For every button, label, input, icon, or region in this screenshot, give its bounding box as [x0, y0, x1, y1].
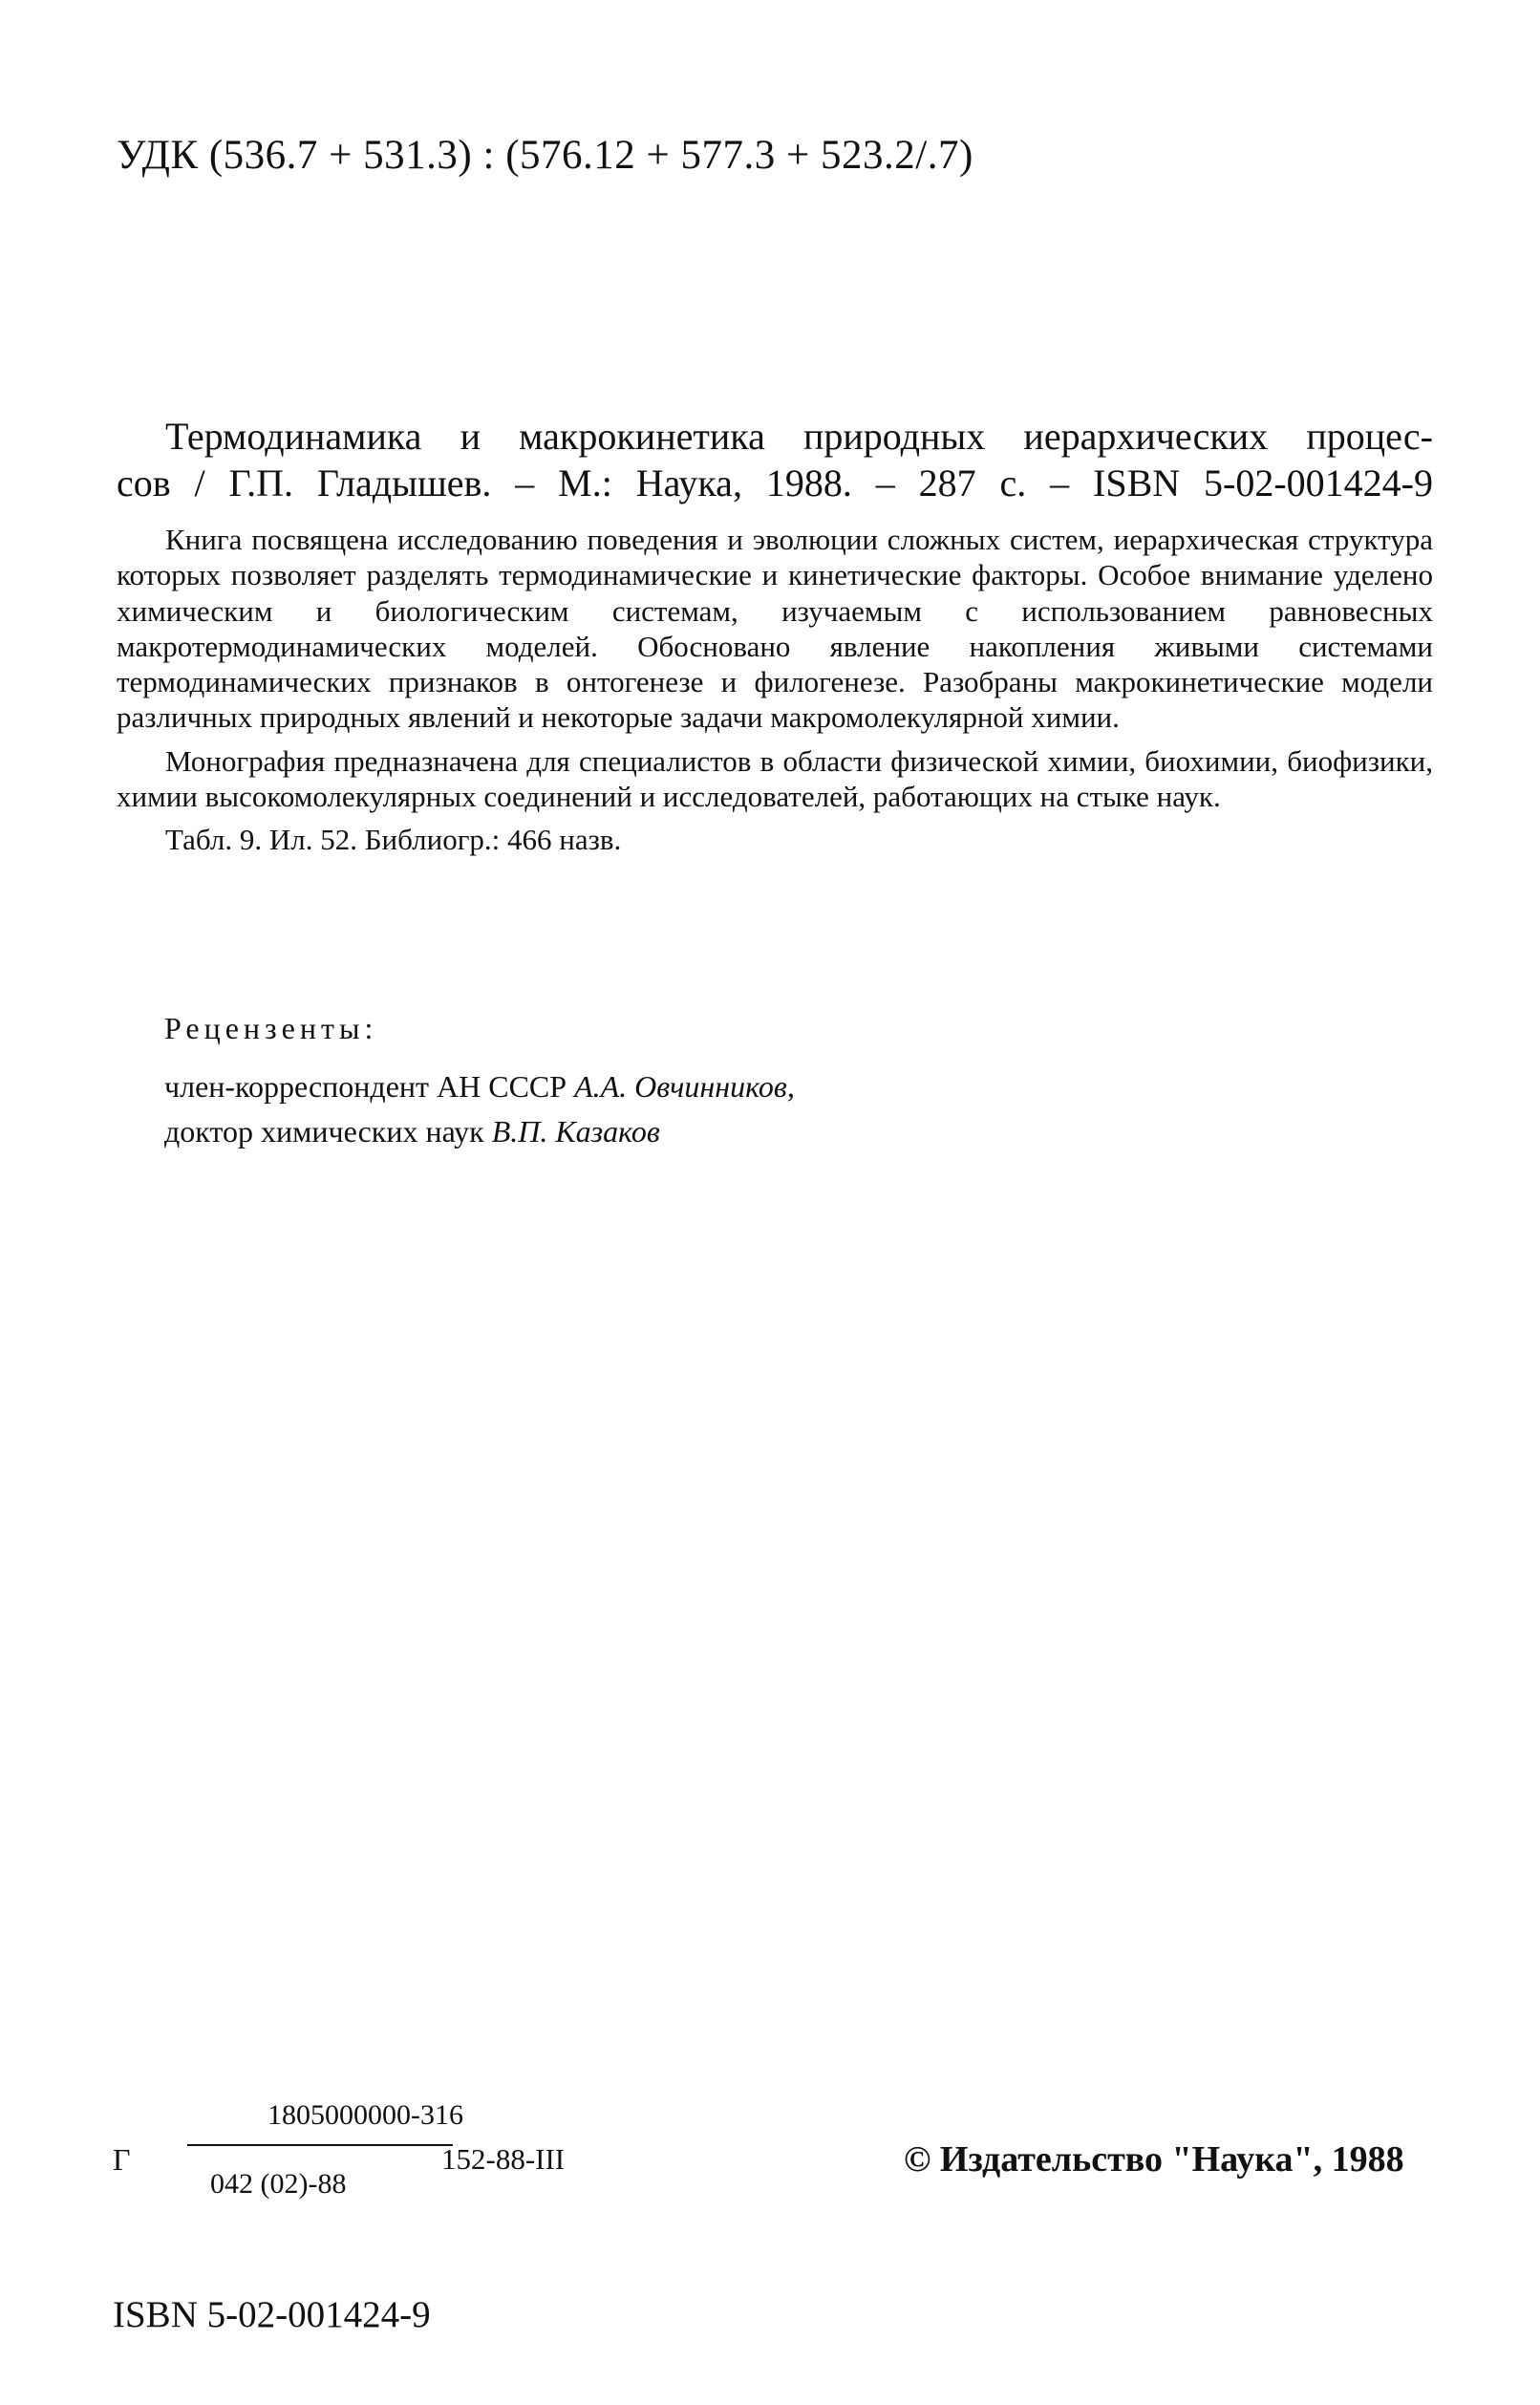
publication-code-denominator: 042 (02)-88	[210, 2168, 347, 2200]
abstract-paragraph: Книга посвящена исследованию поведения и эволюции сложных систем, иерархическая структура которых позволяет разделять термодинамические и кинетические факторы. Особое внимание уделено химическим и биологическим системам, изучаемым с использованием равновесных макротермодинамических моделей. Обосновано явление накопления живыми системами термодинамических признаков в онтогенезе и филогенезе. Разобраны макрокинетические модели различных природных явлений и некоторые задачи макромолекулярной химии.	[117, 523, 1433, 735]
reviewer-role: доктор химических наук	[164, 1114, 484, 1149]
book-stats: Табл. 9. Ил. 52. Библиогр.: 466 назв.	[165, 823, 622, 857]
reviewers-heading: Рецензенты:	[164, 1011, 378, 1045]
publication-code-suffix: 152-88-III	[441, 2142, 566, 2176]
bibliographic-description	[117, 413, 1433, 506]
reviewer-role: член-корреспондент АН СССР	[164, 1069, 567, 1104]
fraction-bar	[187, 2144, 453, 2146]
publication-code-letter: Г	[113, 2142, 131, 2177]
reviewer-entry	[164, 1114, 660, 1149]
publication-code-numerator: 1805000000-316	[267, 2099, 463, 2131]
udk-classification: УДК (536.7 + 531.3) : (576.12 + 577.3 + 523.2/.7)	[117, 133, 973, 178]
isbn: ISBN 5-02-001424-9	[113, 2294, 431, 2335]
reviewer-name: В.П. Казаков	[491, 1114, 660, 1149]
reviewer-entry	[164, 1069, 795, 1105]
copyright-notice: © Издательство "Наука", 1988	[904, 2139, 1404, 2180]
reviewer-name: А.А. Овчинников,	[574, 1069, 795, 1104]
audience-paragraph: Монография предназначена для специалистов в области физической химии, биохимии, биофизики, химии высокомолекулярных соединений и исследователей, работающих на стыке наук.	[117, 743, 1433, 814]
abstract	[117, 522, 1433, 858]
bibliographic-line-1: Термодинамика и макрокинетика природных иерархических процес-	[165, 415, 1433, 458]
bibliographic-line-2: сов / Г.П. Гладышев. – М.: Наука, 1988. – 287 с. – ISBN 5-02-001424-9	[117, 462, 1433, 505]
